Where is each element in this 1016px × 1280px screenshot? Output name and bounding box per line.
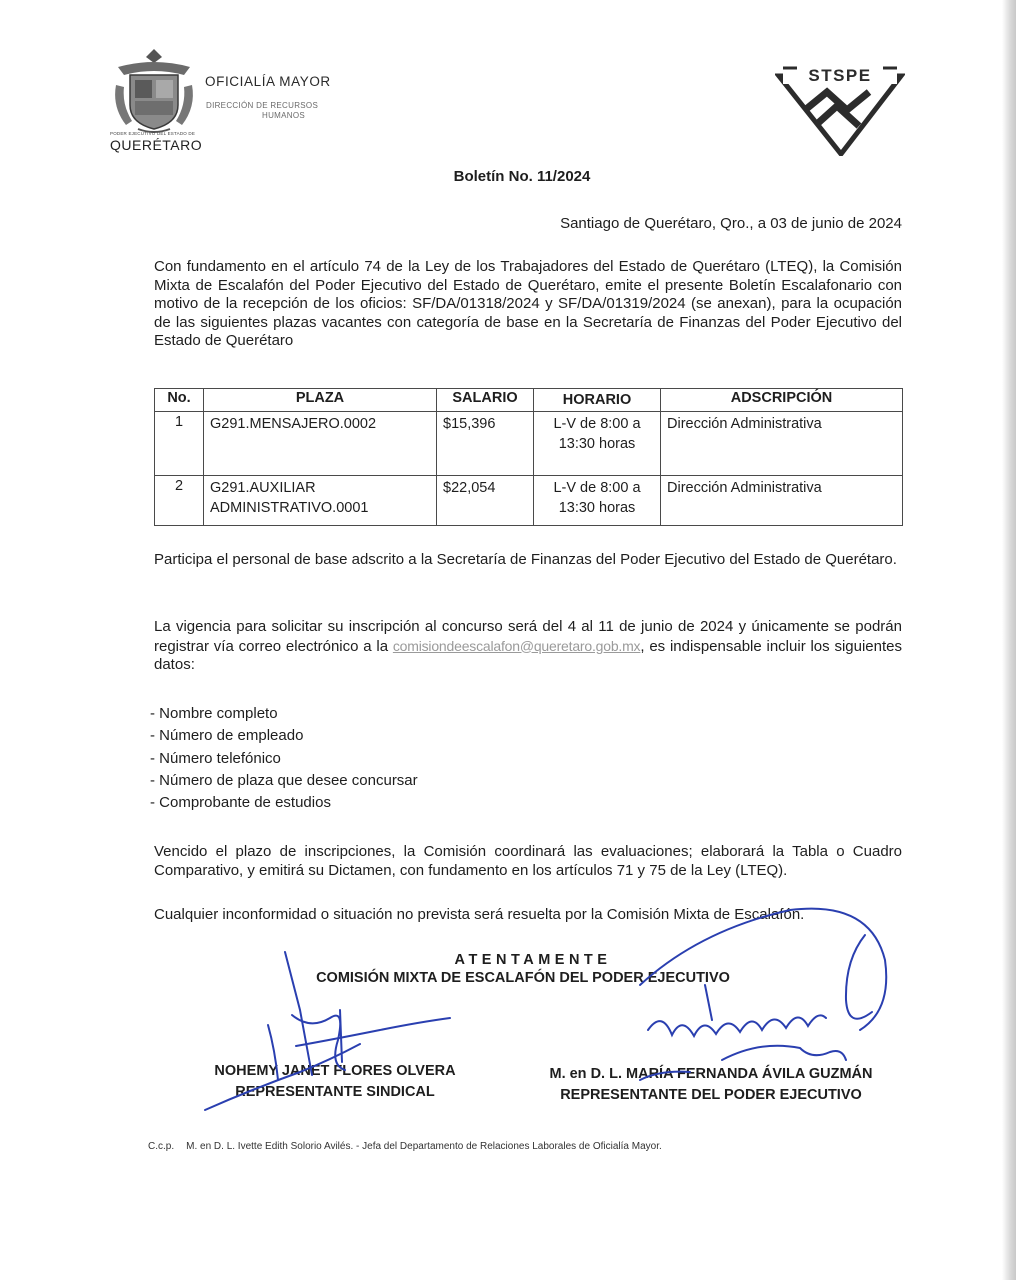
carbon-copy-line	[148, 1141, 662, 1152]
header-no: No.	[155, 389, 204, 412]
right-signer-name: M. en D. L. MARÍA FERNANDA ÁVILA GUZMÁN	[549, 1066, 873, 1082]
state-crest-logo	[108, 45, 200, 137]
cell-horario: L-V de 8:00 a 13:30 horas	[534, 476, 661, 526]
left-signer-role: REPRESENTANTE SINDICAL	[235, 1084, 435, 1100]
header-horario: HORARIO	[534, 389, 661, 412]
salutation: ATENTAMENTE	[454, 952, 612, 968]
ccp-text: M. en D. L. Ivette Edith Solorio Avilés. - Jefa del Departamento de Relaciones Laborales de Oficialía Mayor.	[186, 1141, 662, 1152]
cell-plaza: G291.AUXILIAR ADMINISTRATIVO.0001	[204, 476, 437, 526]
closing-block	[0, 952, 1016, 986]
org-subtitle	[206, 101, 318, 121]
org-sub-line-2: HUMANOS	[262, 111, 305, 120]
validity-text-before: La vigencia para solicitar su inscripción al concurso será del 4 al 11 de junio de 2024 y únicamente se podrán registrar vía correo electrónico a la	[154, 618, 902, 655]
bulletin-title	[0, 168, 1016, 185]
participation-paragraph: Participa el personal de base adscrito a la Secretaría de Finanzas del Poder Ejecutivo del Estado de Querétaro.	[154, 551, 897, 568]
requirements-list	[150, 703, 418, 814]
committee-name: COMISIÓN MIXTA DE ESCALAFÓN DEL PODER EJECUTIVO	[316, 970, 730, 986]
list-item: - Número de empleado	[150, 727, 304, 745]
state-name: QUERÉTARO	[110, 137, 203, 153]
cell-salario: $15,396	[437, 412, 534, 476]
cell-adscripcion: Dirección Administrativa	[661, 476, 903, 526]
vacancies-table	[154, 388, 903, 526]
bulletin-title-text: Boletín No. 11/2024	[453, 168, 591, 185]
table-row	[155, 476, 903, 526]
left-signer-block	[200, 1061, 470, 1103]
cell-plaza: G291.MENSAJERO.0002	[204, 412, 437, 476]
list-item: - Número telefónico	[150, 749, 281, 767]
state-small-text: PODER EJECUTIVO DEL ESTADO DE	[110, 131, 196, 136]
cell-horario: L-V de 8:00 a 13:30 horas	[534, 412, 661, 476]
union-logo-text: STSPE	[808, 66, 872, 85]
org-name: OFICIALÍA MAYOR	[205, 74, 331, 89]
header-salario: SALARIO	[437, 389, 534, 412]
header-adscripcion: ADSCRIPCIÓN	[661, 389, 903, 412]
header-plaza: PLAZA	[204, 389, 437, 412]
deadline-paragraph: Vencido el plazo de inscripciones, la Comisión coordinará las evaluaciones; elaborará la Tabla o Cuadro Comparativo, y emitirá su Dictamen, con fundamento en los artículos 71 y 75 de la Ley (LTEQ).	[154, 843, 902, 879]
list-item: - Número de plaza que desee concursar	[150, 771, 418, 789]
left-signer-name: NOHEMY JANET FLORES OLVERA	[214, 1063, 456, 1079]
right-signer-role: REPRESENTANTE DEL PODER EJECUTIVO	[560, 1087, 862, 1103]
validity-paragraph	[154, 618, 902, 675]
table-row	[155, 412, 903, 476]
cell-adscripcion: Dirección Administrativa	[661, 412, 903, 476]
email-link[interactable]: comisiondeescalafon@queretaro.gob.mx	[392, 637, 641, 654]
table-header-row	[155, 389, 903, 412]
date-line: Santiago de Querétaro, Qro., a 03 de junio de 2024	[560, 215, 902, 232]
right-signer-block	[530, 1064, 892, 1106]
cell-no: 2	[155, 476, 204, 526]
cell-no: 1	[155, 412, 204, 476]
cell-salario: $22,054	[437, 476, 534, 526]
right-signature	[640, 909, 886, 1080]
org-sub-line-1: DIRECCIÓN DE RECURSOS	[206, 101, 319, 110]
list-item: - Comprobante de estudios	[150, 794, 331, 812]
union-logo	[775, 62, 905, 156]
ccp-label: C.c.p.	[148, 1141, 175, 1152]
nonconformity-paragraph: Cualquier inconformidad o situación no prevista será resuelta por la Comisión Mixta de Escalafón.	[154, 906, 805, 923]
intro-paragraph: Con fundamento en el artículo 74 de la Ley de los Trabajadores del Estado de Querétaro (LTEQ), la Comisión Mixta de Escalafón del Poder Ejecutivo del Estado de Querétaro, emite el presente Boletín Escalafonario con motivo de la recepción de los oficios: SF/DA/01318/2024 y SF/DA/01319/2024 (se anexan), para la ocupación de las siguientes plazas vacantes con categoría de base en la Secretaría de Finanzas del Poder Ejecutivo del Estado de Querétaro	[154, 258, 902, 349]
validity-text-after: , es indispensable incluir los siguientes datos:	[154, 637, 902, 673]
page-edge-shadow	[1002, 0, 1016, 1280]
list-item: - Nombre completo	[150, 705, 278, 722]
